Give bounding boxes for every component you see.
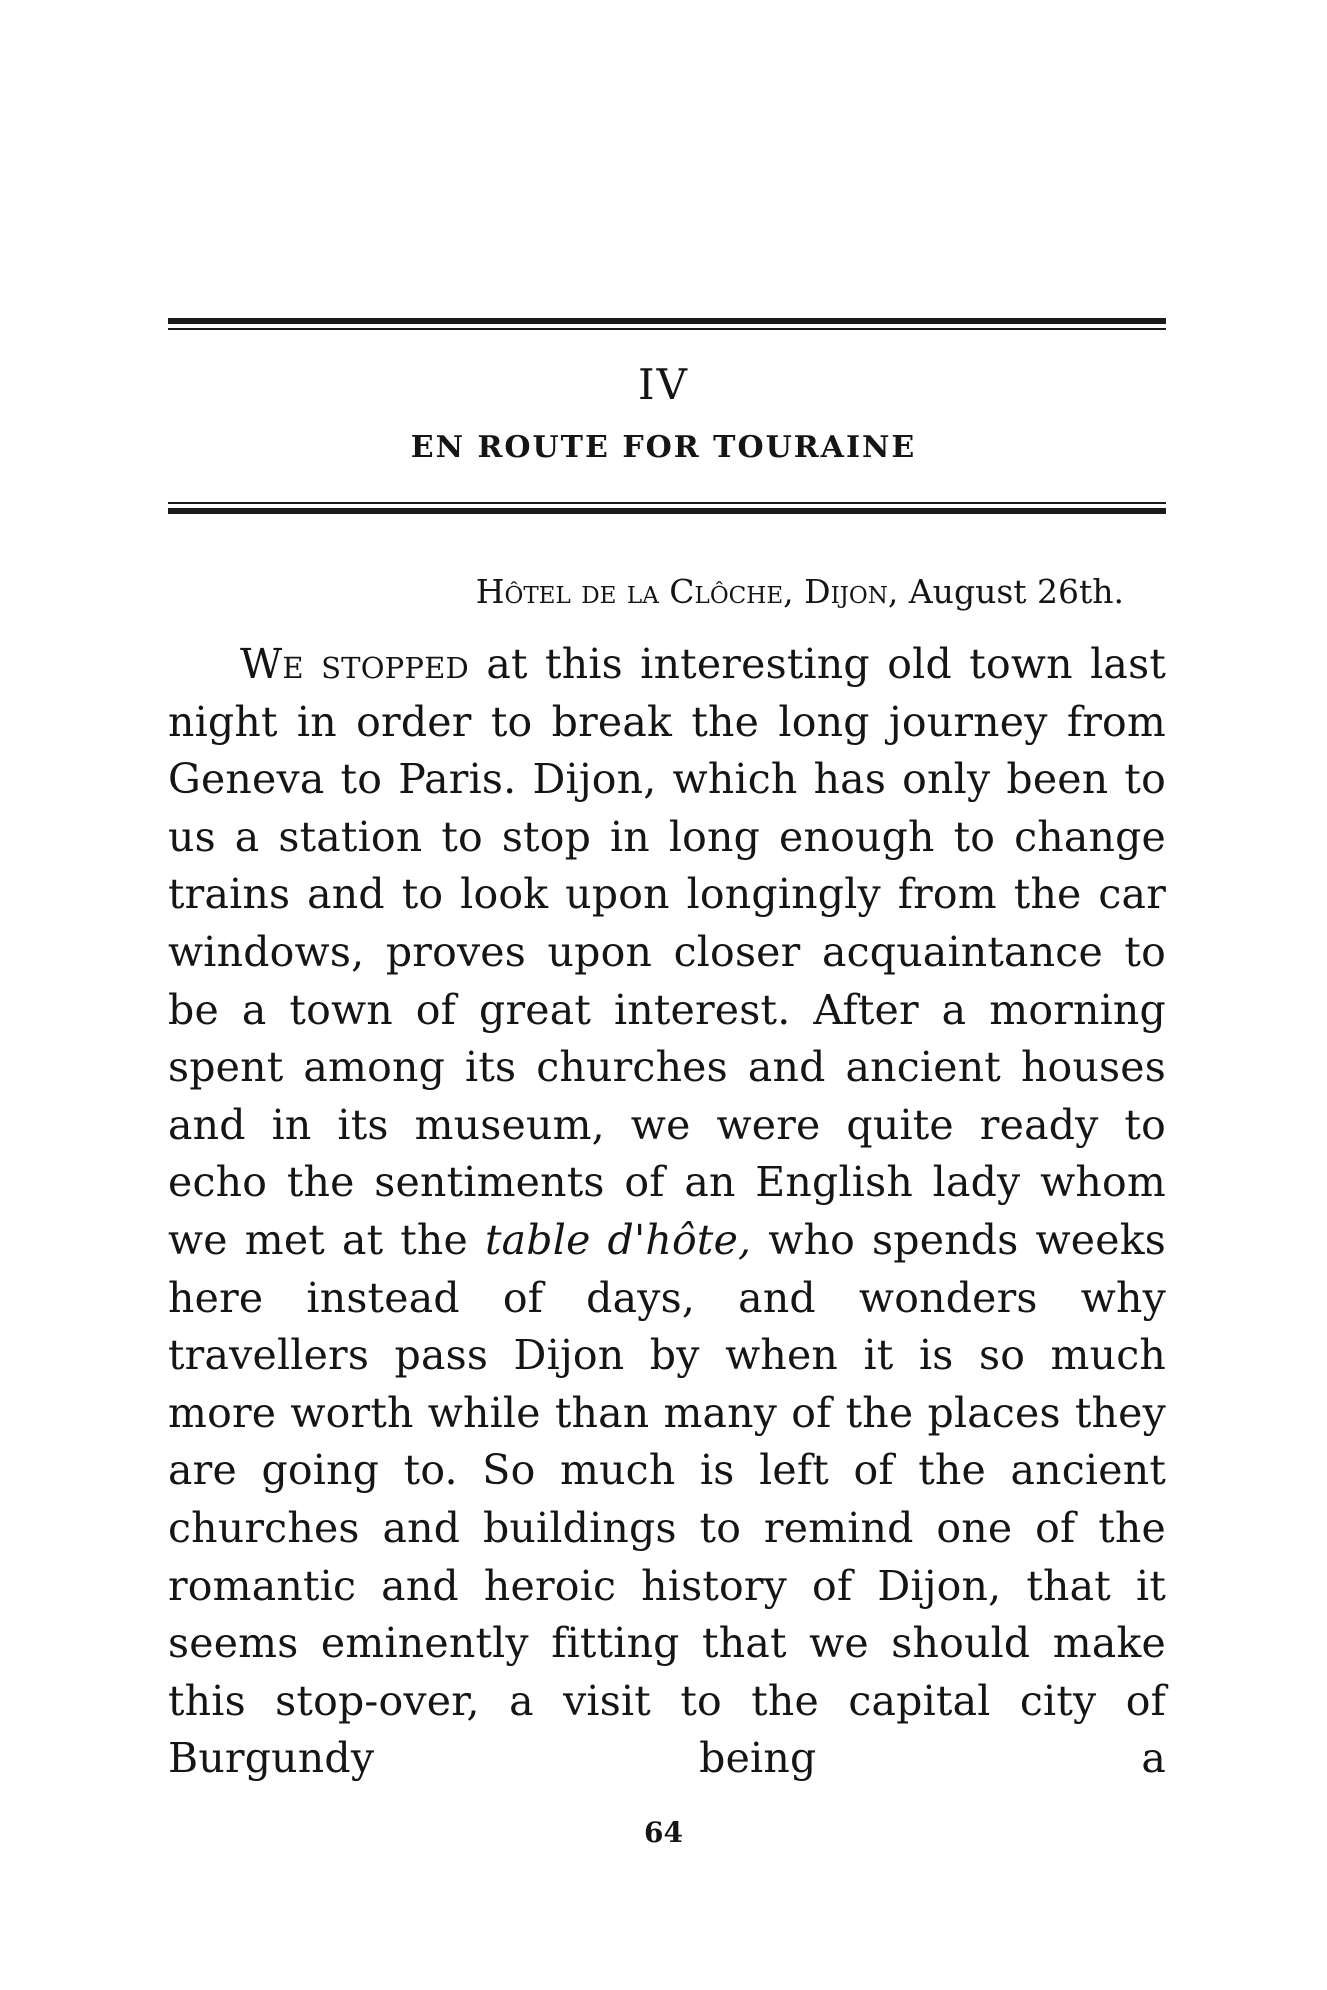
chapter-number: IV	[638, 360, 689, 409]
dateline-date: , August 26th.	[887, 572, 1124, 611]
page-number: 64	[644, 1816, 683, 1849]
bottom-double-rule	[168, 502, 1166, 514]
italic-phrase: table d'hôte,	[484, 1215, 752, 1264]
dateline-place: Hôtel de la Clôche	[475, 572, 784, 611]
opening-words: We stopped	[240, 640, 469, 688]
body-paragraph	[168, 636, 1166, 1788]
chapter-title: EN ROUTE FOR TOURAINE	[410, 430, 917, 465]
body-text-part-2: who spends weeks here instead of days, and wonders why travellers pass Dijon by when it is so much more worth while than many of the places they are going to. So much is left of the ancient churches and buildings to remind one of the romantic and heroic history of Dijon, that it seems eminently fitting that we should make this stop-over, a visit to the capital city of Burgundy being a	[168, 1215, 1166, 1783]
top-double-rule	[168, 318, 1166, 330]
dateline-city: Dijon	[804, 572, 888, 611]
dateline	[168, 572, 1124, 611]
body-text-part-1: at this interesting old town last night in order to break the long journey from Geneva to Paris. Dijon, which has only been to us a station to stop in long enough to change trains and to look upon longingly from the car windows, proves upon closer acquaintance to be a town of great interest. After a morning spent among its churches and ancient houses and in its museum, we were quite ready to echo the sentiments of an English lady whom we met at the	[168, 640, 1166, 1264]
dateline-separator: ,	[783, 572, 805, 611]
